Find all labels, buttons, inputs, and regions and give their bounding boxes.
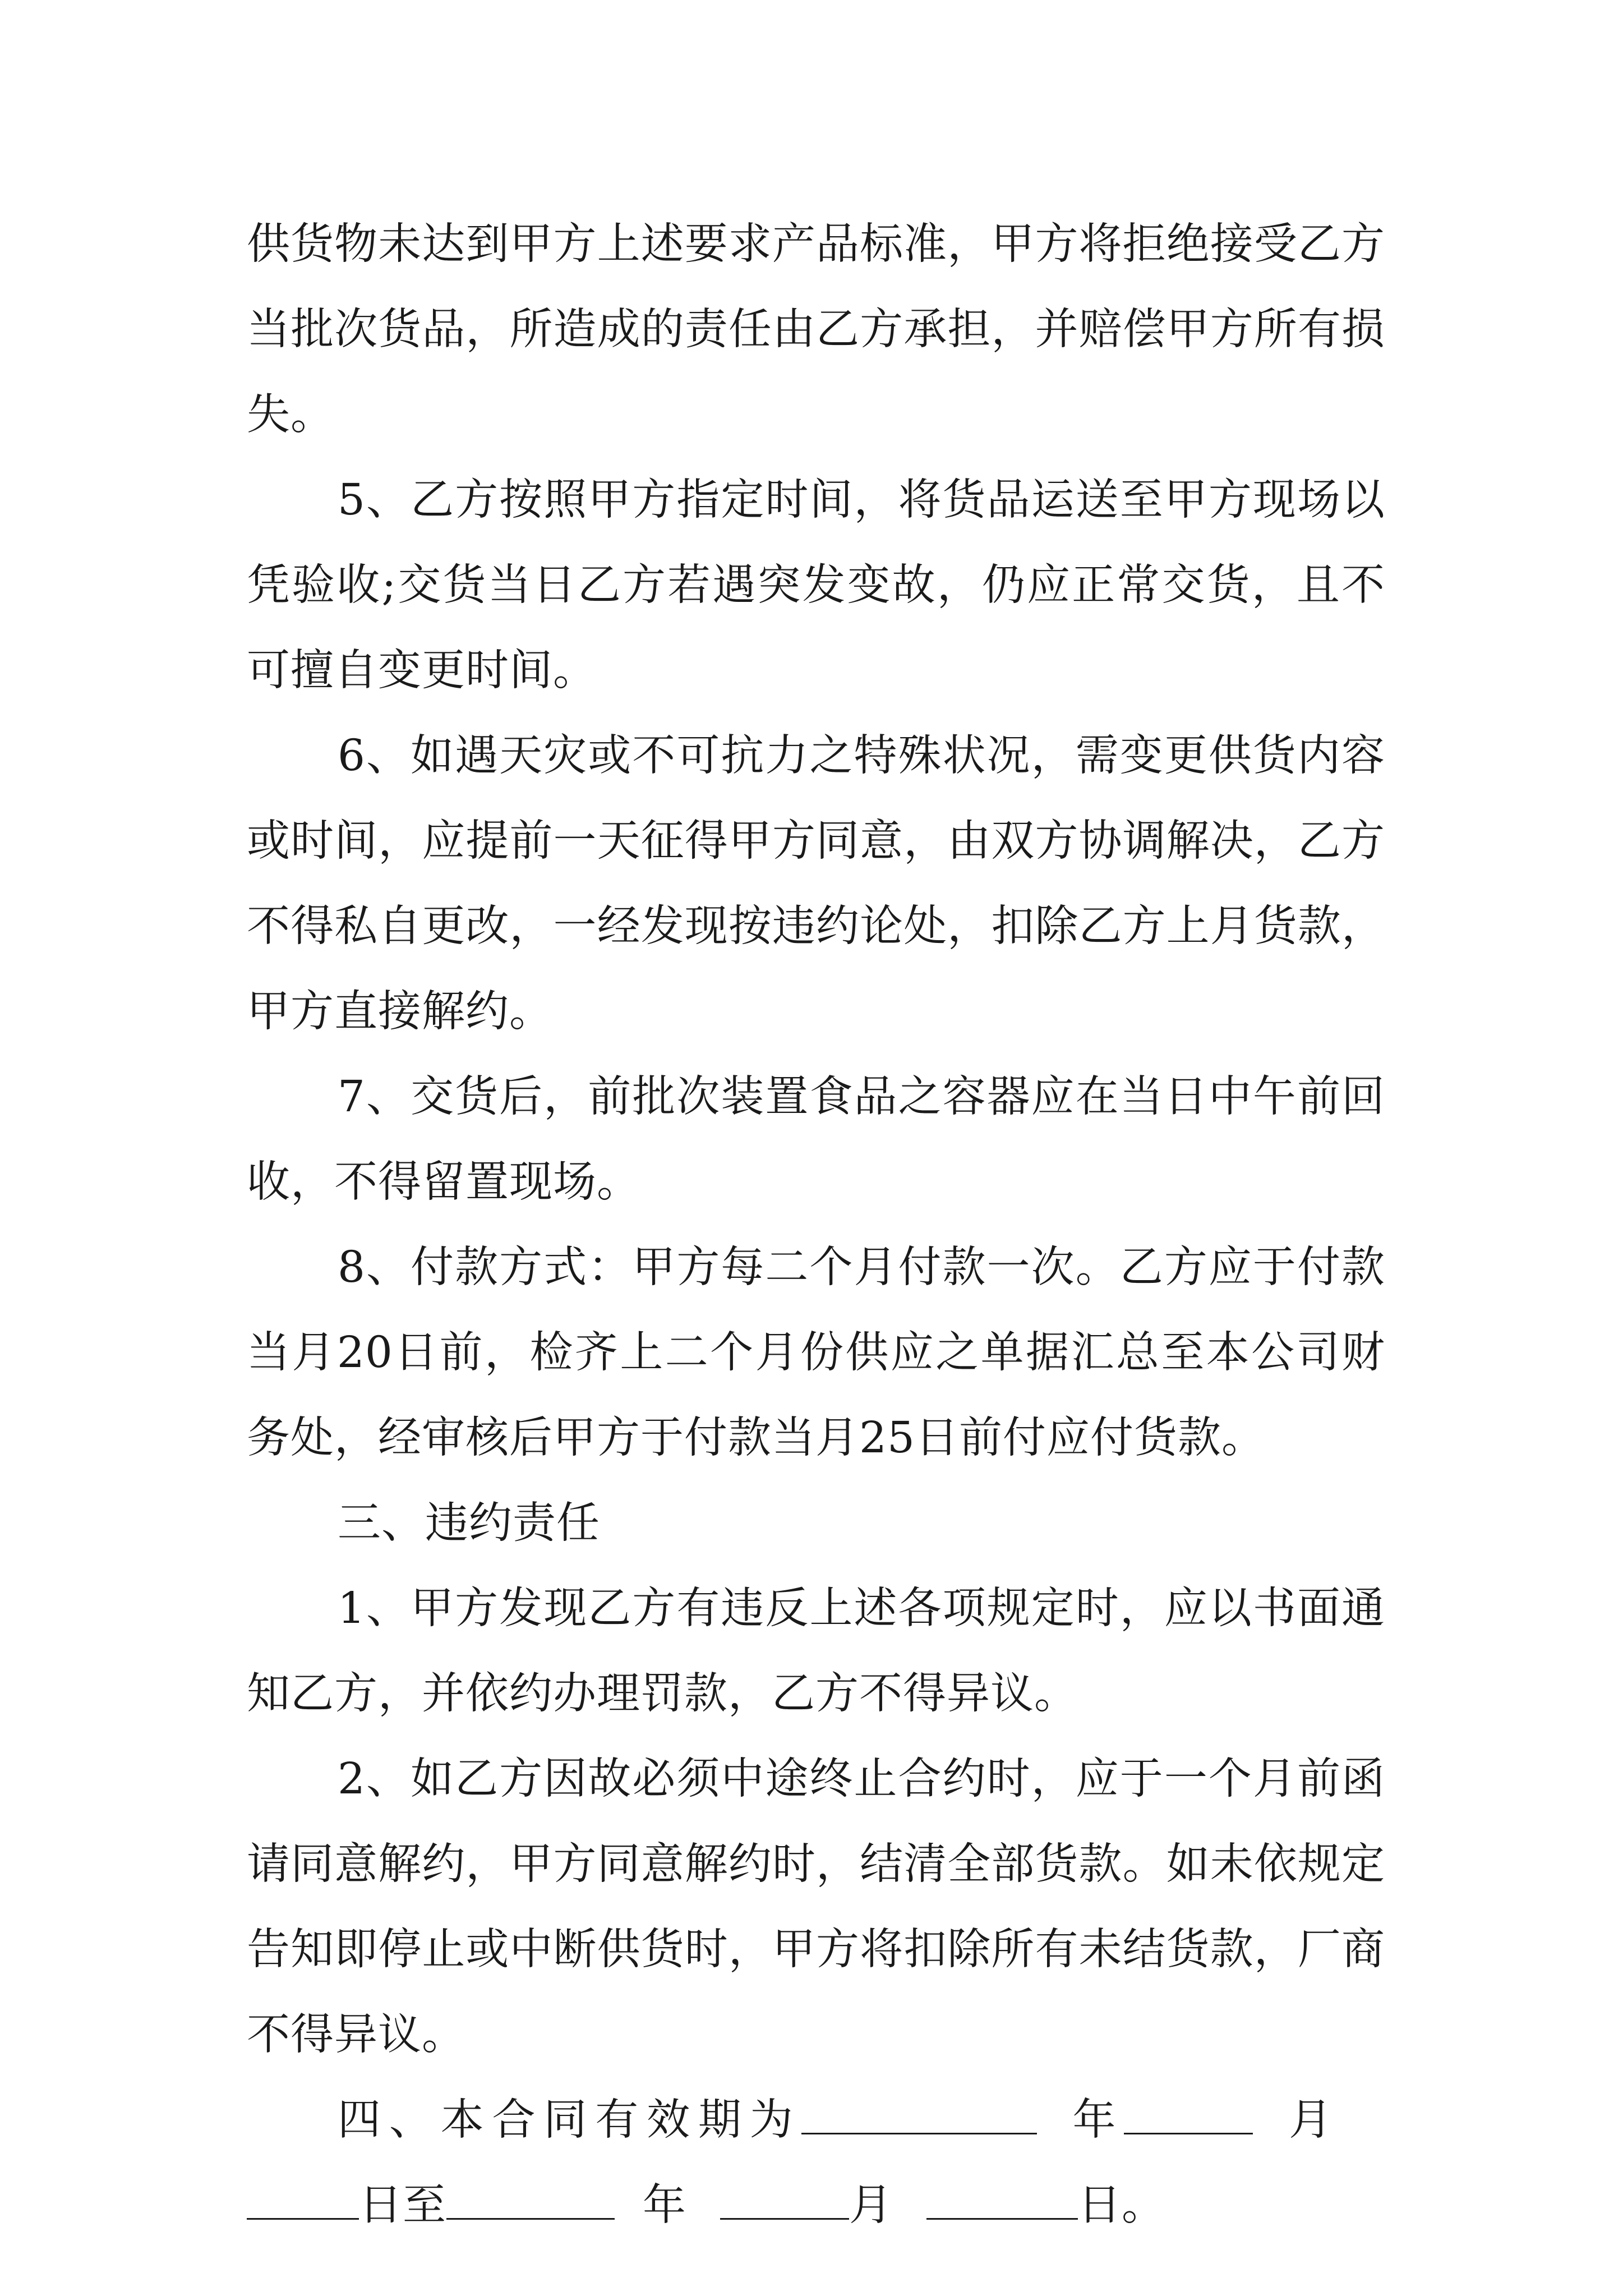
paragraph-clause-6: 6、如遇天灾或不可抗力之特殊状况，需变更供货内容或时间，应提前一天征得甲方同意，由双方协调解决，乙方不得私自更改，一经发现按违约论处，扣除乙方上月货款，甲方直接解约。 (247, 731, 1385, 1037)
blank-start-day (247, 2179, 359, 2220)
validity-year-1: 年 (1064, 2095, 1124, 2145)
paragraph-continuation: 供货物未达到甲方上述要求产品标准，甲方将拒绝接受乙方当批次货品，所造成的责任由乙方承担，并赔偿甲方所有损失。 (247, 219, 1385, 440)
paragraph-clause-7: 7、交货后，前批次装置食品之容器应在当日中午前回收，不得留置现场。 (247, 1072, 1385, 1207)
blank-end-day (926, 2179, 1078, 2220)
validity-year-2: 年 (643, 2180, 686, 2230)
blank-start-year (801, 2093, 1037, 2134)
paragraph-clause-5: 5、乙方按照甲方指定时间，将货品运送至甲方现场以凭验收;交货当日乙方若遇突发变故，仍应正常交货，且不可擅自变更时间。 (247, 475, 1385, 696)
blank-end-month (720, 2179, 849, 2220)
validity-day-end: 日。 (1078, 2180, 1165, 2230)
paragraph-clause-8: 8、付款方式：甲方每二个月付款一次。乙方应于付款当月20日前，检齐上二个月份供应之单据汇总至本公司财务处，经审核后甲方于付款当月25日前付应付货款。 (247, 1243, 1385, 1463)
blank-end-year (446, 2179, 615, 2220)
validity-month-2: 月 (849, 2180, 893, 2230)
validity-month-1: 月 (1281, 2095, 1341, 2145)
document-page (247, 202, 1385, 2248)
paragraph-breach-2: 2、如乙方因故必须中途终止合约时，应于一个月前函请同意解约，甲方同意解约时，结清全部货款。如未依规定告知即停止或中断供货时，甲方将扣除所有未结货款，厂商不得异议。 (247, 1754, 1385, 2060)
validity-day-to: 日至 (359, 2180, 446, 2230)
paragraph-validity-period (247, 2078, 1385, 2248)
paragraph-breach-1: 1、甲方发现乙方有违反上述各项规定时，应以书面通知乙方，并依约办理罚款，乙方不得异议。 (247, 1584, 1385, 1719)
section-heading-breach: 三、违约责任 (338, 1498, 600, 1548)
validity-prefix: 四、本合同有效期为 (338, 2095, 801, 2145)
blank-start-month (1124, 2093, 1253, 2134)
